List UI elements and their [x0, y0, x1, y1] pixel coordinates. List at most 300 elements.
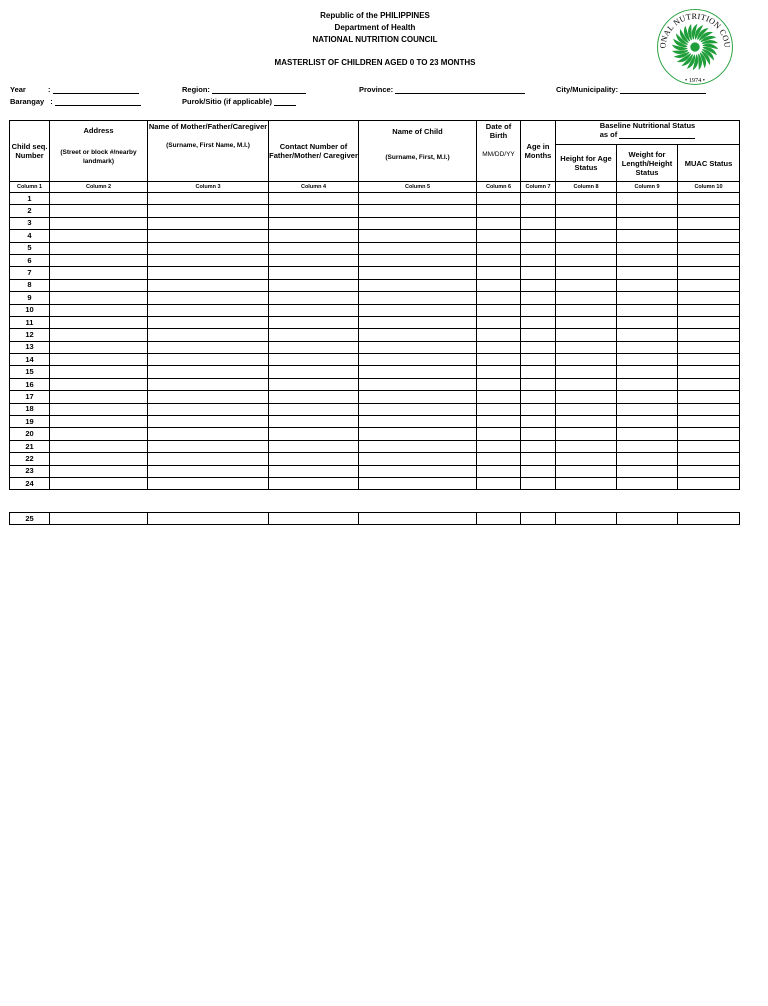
cell-address[interactable]	[50, 242, 148, 254]
barangay-blank[interactable]	[55, 97, 141, 106]
cell-weight-for-length[interactable]	[617, 453, 678, 465]
cell-weight-for-length[interactable]	[617, 292, 678, 304]
cell-child-name[interactable]	[359, 267, 477, 279]
cell-age[interactable]	[521, 267, 556, 279]
cell-dob[interactable]	[477, 440, 521, 452]
cell-address[interactable]	[50, 440, 148, 452]
cell-address[interactable]	[50, 254, 148, 266]
cell-child-name[interactable]	[359, 316, 477, 328]
cell-weight-for-length[interactable]	[617, 465, 678, 477]
province-blank[interactable]	[395, 85, 525, 94]
cell-contact[interactable]	[269, 279, 359, 291]
cell-dob[interactable]	[477, 316, 521, 328]
cell-age[interactable]	[521, 378, 556, 390]
cell-height-for-age[interactable]	[556, 254, 617, 266]
cell-contact[interactable]	[269, 267, 359, 279]
cell-dob[interactable]	[477, 465, 521, 477]
purok-field[interactable]	[182, 97, 296, 106]
cell-muac[interactable]	[678, 403, 740, 415]
cell-height-for-age[interactable]	[556, 416, 617, 428]
row-number: 25	[10, 513, 50, 525]
cell-parent[interactable]	[148, 378, 269, 390]
table-row	[10, 242, 740, 254]
cell-height-for-age[interactable]	[556, 230, 617, 242]
table-row	[10, 193, 740, 205]
cell-muac[interactable]	[678, 193, 740, 205]
cell-child-name[interactable]	[359, 391, 477, 403]
cell-address[interactable]	[50, 304, 148, 316]
cell-height-for-age[interactable]	[556, 292, 617, 304]
cell-address[interactable]	[50, 416, 148, 428]
cell-weight-for-length[interactable]	[617, 217, 678, 229]
cell-height-for-age[interactable]	[556, 217, 617, 229]
cell-contact[interactable]	[269, 341, 359, 353]
header-dob	[477, 121, 521, 182]
cell-height-for-age[interactable]	[556, 279, 617, 291]
cell-height-for-age[interactable]	[556, 403, 617, 415]
header-address-sub: (Street or block #/nearby landmark)	[60, 149, 137, 165]
svg-text:• 1974 •: • 1974 •	[685, 77, 705, 85]
cell-child-name[interactable]	[359, 254, 477, 266]
cell-weight-for-length[interactable]	[617, 242, 678, 254]
cell-dob[interactable]	[477, 378, 521, 390]
cell-child-name[interactable]	[359, 513, 477, 525]
cell-contact[interactable]	[269, 292, 359, 304]
table-row	[10, 230, 740, 242]
cell-dob[interactable]	[477, 403, 521, 415]
barangay-label: Barangay	[10, 97, 45, 106]
cell-contact[interactable]	[269, 230, 359, 242]
header-dob-title: Date of Birth	[485, 122, 512, 140]
cell-parent[interactable]	[148, 217, 269, 229]
cell-age[interactable]	[521, 416, 556, 428]
cell-child-name[interactable]	[359, 341, 477, 353]
cell-weight-for-length[interactable]	[617, 267, 678, 279]
cell-height-for-age[interactable]	[556, 267, 617, 279]
province-label: Province:	[359, 85, 394, 94]
cell-contact[interactable]	[269, 329, 359, 341]
extra-row-table	[9, 512, 740, 525]
cell-contact[interactable]	[269, 316, 359, 328]
table-row	[10, 292, 740, 304]
cell-weight-for-length[interactable]	[617, 304, 678, 316]
cell-height-for-age[interactable]	[556, 465, 617, 477]
cell-dob[interactable]	[477, 391, 521, 403]
cell-age[interactable]	[521, 316, 556, 328]
cell-dob[interactable]	[477, 416, 521, 428]
cell-parent[interactable]	[148, 267, 269, 279]
cell-parent[interactable]	[148, 341, 269, 353]
cell-parent[interactable]	[148, 403, 269, 415]
cell-dob[interactable]	[477, 230, 521, 242]
cell-contact[interactable]	[269, 254, 359, 266]
year-blank[interactable]	[53, 85, 139, 94]
cell-child-name[interactable]	[359, 304, 477, 316]
cell-dob[interactable]	[477, 267, 521, 279]
cell-parent[interactable]	[148, 230, 269, 242]
purok-blank[interactable]	[274, 97, 296, 106]
header-muac: MUAC Status	[678, 145, 740, 182]
cell-parent[interactable]	[148, 391, 269, 403]
cell-muac[interactable]	[678, 205, 740, 217]
cell-child-name[interactable]	[359, 453, 477, 465]
cell-age[interactable]	[521, 341, 556, 353]
cell-height-for-age[interactable]	[556, 453, 617, 465]
cell-contact[interactable]	[269, 477, 359, 489]
cell-muac[interactable]	[678, 254, 740, 266]
column-number-label: Column 6	[477, 182, 521, 193]
cell-height-for-age[interactable]	[556, 316, 617, 328]
year-label: Year	[10, 85, 26, 94]
cell-address[interactable]	[50, 378, 148, 390]
cell-address[interactable]	[50, 513, 148, 525]
cell-height-for-age[interactable]	[556, 242, 617, 254]
cell-muac[interactable]	[678, 453, 740, 465]
cell-address[interactable]	[50, 391, 148, 403]
row-number: 20	[10, 428, 50, 440]
cell-muac[interactable]	[678, 378, 740, 390]
cell-dob[interactable]	[477, 242, 521, 254]
cell-contact[interactable]	[269, 453, 359, 465]
cell-parent[interactable]	[148, 354, 269, 366]
region-blank[interactable]	[212, 85, 306, 94]
row-number: 11	[10, 316, 50, 328]
table-row	[10, 513, 740, 525]
cell-address[interactable]	[50, 217, 148, 229]
header-parent	[148, 121, 269, 182]
cell-parent[interactable]	[148, 279, 269, 291]
row-number: 8	[10, 279, 50, 291]
column-number-label: Column 5	[359, 182, 477, 193]
cell-muac[interactable]	[678, 416, 740, 428]
header-child-name	[359, 121, 477, 182]
cell-contact[interactable]	[269, 465, 359, 477]
cell-dob[interactable]	[477, 513, 521, 525]
cell-age[interactable]	[521, 230, 556, 242]
table-row	[10, 341, 740, 353]
table-row	[10, 267, 740, 279]
row-number: 1	[10, 193, 50, 205]
cell-address[interactable]	[50, 403, 148, 415]
cell-dob[interactable]	[477, 254, 521, 266]
cell-weight-for-length[interactable]	[617, 416, 678, 428]
header-address	[50, 121, 148, 182]
cell-age[interactable]	[521, 205, 556, 217]
table-row	[10, 205, 740, 217]
cell-weight-for-length[interactable]	[617, 378, 678, 390]
cell-dob[interactable]	[477, 292, 521, 304]
cell-weight-for-length[interactable]	[617, 403, 678, 415]
cell-contact[interactable]	[269, 354, 359, 366]
province-field[interactable]	[359, 85, 525, 94]
cell-height-for-age[interactable]	[556, 329, 617, 341]
cell-muac[interactable]	[678, 513, 740, 525]
cell-dob[interactable]	[477, 217, 521, 229]
cell-address[interactable]	[50, 279, 148, 291]
cell-weight-for-length[interactable]	[617, 513, 678, 525]
cell-age[interactable]	[521, 440, 556, 452]
table-row	[10, 217, 740, 229]
cell-age[interactable]	[521, 254, 556, 266]
cell-contact[interactable]	[269, 217, 359, 229]
cell-parent[interactable]	[148, 513, 269, 525]
cell-height-for-age[interactable]	[556, 440, 617, 452]
column-number-label: Column 10	[678, 182, 740, 193]
cell-height-for-age[interactable]	[556, 304, 617, 316]
column-number-label: Column 4	[269, 182, 359, 193]
table-row	[10, 440, 740, 452]
row-number: 6	[10, 254, 50, 266]
cell-height-for-age[interactable]	[556, 391, 617, 403]
cell-parent[interactable]	[148, 416, 269, 428]
cell-age[interactable]	[521, 465, 556, 477]
cell-dob[interactable]	[477, 453, 521, 465]
cell-address[interactable]	[50, 205, 148, 217]
cell-weight-for-length[interactable]	[617, 329, 678, 341]
cell-child-name[interactable]	[359, 366, 477, 378]
cell-parent[interactable]	[148, 366, 269, 378]
cell-parent[interactable]	[148, 465, 269, 477]
cell-dob[interactable]	[477, 428, 521, 440]
row-number: 10	[10, 304, 50, 316]
cell-parent[interactable]	[148, 316, 269, 328]
region-label: Region:	[182, 85, 210, 94]
cell-address[interactable]	[50, 292, 148, 304]
cell-muac[interactable]	[678, 292, 740, 304]
row-number: 13	[10, 341, 50, 353]
cell-child-name[interactable]	[359, 440, 477, 452]
cell-address[interactable]	[50, 354, 148, 366]
city-field[interactable]	[556, 85, 706, 94]
cell-age[interactable]	[521, 354, 556, 366]
cell-age[interactable]	[521, 513, 556, 525]
cell-contact[interactable]	[269, 304, 359, 316]
cell-child-name[interactable]	[359, 416, 477, 428]
cell-parent[interactable]	[148, 193, 269, 205]
cell-height-for-age[interactable]	[556, 354, 617, 366]
cell-parent[interactable]	[148, 304, 269, 316]
cell-weight-for-length[interactable]	[617, 193, 678, 205]
header-child-name-title: Name of Child	[392, 127, 443, 136]
header-parent-sub: (Surname, First Name, M.I.)	[166, 142, 250, 149]
asof-blank[interactable]	[619, 130, 695, 139]
header-department: Department of Health	[334, 23, 416, 32]
cell-contact[interactable]	[269, 440, 359, 452]
cell-address[interactable]	[50, 366, 148, 378]
cell-age[interactable]	[521, 428, 556, 440]
year-field[interactable]: Year :	[10, 85, 139, 94]
cell-weight-for-length[interactable]	[617, 254, 678, 266]
cell-age[interactable]	[521, 477, 556, 489]
table-row	[10, 304, 740, 316]
cell-parent[interactable]	[148, 329, 269, 341]
cell-parent[interactable]	[148, 242, 269, 254]
cell-weight-for-length[interactable]	[617, 279, 678, 291]
cell-age[interactable]	[521, 292, 556, 304]
cell-contact[interactable]	[269, 366, 359, 378]
cell-height-for-age[interactable]	[556, 428, 617, 440]
cell-weight-for-length[interactable]	[617, 366, 678, 378]
cell-child-name[interactable]	[359, 279, 477, 291]
cell-age[interactable]	[521, 304, 556, 316]
cell-weight-for-length[interactable]	[617, 341, 678, 353]
cell-muac[interactable]	[678, 304, 740, 316]
cell-address[interactable]	[50, 329, 148, 341]
cell-dob[interactable]	[477, 304, 521, 316]
cell-weight-for-length[interactable]	[617, 440, 678, 452]
cell-address[interactable]	[50, 267, 148, 279]
cell-dob[interactable]	[477, 341, 521, 353]
cell-age[interactable]	[521, 329, 556, 341]
row-number: 4	[10, 230, 50, 242]
cell-child-name[interactable]	[359, 193, 477, 205]
cell-height-for-age[interactable]	[556, 513, 617, 525]
column-number-row	[10, 182, 740, 193]
cell-contact[interactable]	[269, 416, 359, 428]
cell-address[interactable]	[50, 465, 148, 477]
cell-contact[interactable]	[269, 193, 359, 205]
cell-height-for-age[interactable]	[556, 477, 617, 489]
cell-child-name[interactable]	[359, 217, 477, 229]
cell-address[interactable]	[50, 193, 148, 205]
cell-weight-for-length[interactable]	[617, 230, 678, 242]
cell-age[interactable]	[521, 366, 556, 378]
row-number: 9	[10, 292, 50, 304]
column-number-label: Column 3	[148, 182, 269, 193]
table-row	[10, 329, 740, 341]
cell-age[interactable]	[521, 279, 556, 291]
cell-weight-for-length[interactable]	[617, 354, 678, 366]
cell-dob[interactable]	[477, 477, 521, 489]
purok-label: Purok/Sitio (if applicable)	[182, 97, 273, 106]
cell-muac[interactable]	[678, 354, 740, 366]
cell-child-name[interactable]	[359, 354, 477, 366]
cell-muac[interactable]	[678, 267, 740, 279]
cell-address[interactable]	[50, 428, 148, 440]
cell-dob[interactable]	[477, 354, 521, 366]
cell-weight-for-length[interactable]	[617, 477, 678, 489]
column-number-label: Column 2	[50, 182, 148, 193]
row-number: 7	[10, 267, 50, 279]
cell-age[interactable]	[521, 453, 556, 465]
cell-contact[interactable]	[269, 513, 359, 525]
cell-child-name[interactable]	[359, 292, 477, 304]
cell-child-name[interactable]	[359, 205, 477, 217]
cell-muac[interactable]	[678, 316, 740, 328]
cell-child-name[interactable]	[359, 477, 477, 489]
cell-child-name[interactable]	[359, 242, 477, 254]
cell-muac[interactable]	[678, 217, 740, 229]
cell-contact[interactable]	[269, 242, 359, 254]
table-row	[10, 254, 740, 266]
cell-contact[interactable]	[269, 403, 359, 415]
cell-muac[interactable]	[678, 341, 740, 353]
cell-dob[interactable]	[477, 193, 521, 205]
cell-weight-for-length[interactable]	[617, 391, 678, 403]
cell-age[interactable]	[521, 391, 556, 403]
cell-address[interactable]	[50, 316, 148, 328]
cell-contact[interactable]	[269, 391, 359, 403]
cell-contact[interactable]	[269, 205, 359, 217]
cell-parent[interactable]	[148, 292, 269, 304]
cell-parent[interactable]	[148, 254, 269, 266]
header-republic: Republic of the PHILIPPINES	[320, 11, 430, 20]
header-baseline-group	[556, 121, 740, 145]
city-blank[interactable]	[620, 85, 706, 94]
cell-age[interactable]	[521, 242, 556, 254]
cell-address[interactable]	[50, 230, 148, 242]
cell-height-for-age[interactable]	[556, 378, 617, 390]
header-parent-title: Name of Mother/Father/Caregiver	[148, 122, 268, 131]
table-row	[10, 416, 740, 428]
cell-height-for-age[interactable]	[556, 193, 617, 205]
cell-contact[interactable]	[269, 378, 359, 390]
row-number: 12	[10, 329, 50, 341]
cell-weight-for-length[interactable]	[617, 205, 678, 217]
cell-muac[interactable]	[678, 428, 740, 440]
cell-child-name[interactable]	[359, 465, 477, 477]
cell-child-name[interactable]	[359, 230, 477, 242]
cell-age[interactable]	[521, 217, 556, 229]
cell-dob[interactable]	[477, 329, 521, 341]
region-field[interactable]	[182, 85, 306, 94]
cell-parent[interactable]	[148, 428, 269, 440]
cell-muac[interactable]	[678, 477, 740, 489]
cell-muac[interactable]	[678, 465, 740, 477]
cell-age[interactable]	[521, 193, 556, 205]
row-number: 17	[10, 391, 50, 403]
row-number: 5	[10, 242, 50, 254]
cell-contact[interactable]	[269, 428, 359, 440]
cell-child-name[interactable]	[359, 403, 477, 415]
cell-muac[interactable]	[678, 366, 740, 378]
cell-parent[interactable]	[148, 477, 269, 489]
cell-dob[interactable]	[477, 279, 521, 291]
cell-muac[interactable]	[678, 440, 740, 452]
cell-dob[interactable]	[477, 366, 521, 378]
cell-muac[interactable]	[678, 391, 740, 403]
cell-height-for-age[interactable]	[556, 366, 617, 378]
cell-parent[interactable]	[148, 453, 269, 465]
cell-height-for-age[interactable]	[556, 205, 617, 217]
header-weight-for-length: Weight for Length/Height Status	[617, 145, 678, 182]
cell-parent[interactable]	[148, 440, 269, 452]
header-age: Age in Months	[521, 121, 556, 182]
cell-muac[interactable]	[678, 242, 740, 254]
cell-parent[interactable]	[148, 205, 269, 217]
column-number-label: Column 7	[521, 182, 556, 193]
row-number: 21	[10, 440, 50, 452]
cell-address[interactable]	[50, 341, 148, 353]
barangay-field[interactable]: Barangay :	[10, 97, 141, 106]
cell-child-name[interactable]	[359, 378, 477, 390]
cell-address[interactable]	[50, 477, 148, 489]
cell-muac[interactable]	[678, 329, 740, 341]
cell-child-name[interactable]	[359, 329, 477, 341]
cell-child-name[interactable]	[359, 428, 477, 440]
cell-weight-for-length[interactable]	[617, 316, 678, 328]
cell-muac[interactable]	[678, 230, 740, 242]
cell-weight-for-length[interactable]	[617, 428, 678, 440]
table-row	[10, 391, 740, 403]
cell-dob[interactable]	[477, 205, 521, 217]
cell-age[interactable]	[521, 403, 556, 415]
row-number: 22	[10, 453, 50, 465]
cell-address[interactable]	[50, 453, 148, 465]
cell-height-for-age[interactable]	[556, 341, 617, 353]
cell-muac[interactable]	[678, 279, 740, 291]
header-dob-sub: MM/DD/YY	[482, 151, 515, 158]
